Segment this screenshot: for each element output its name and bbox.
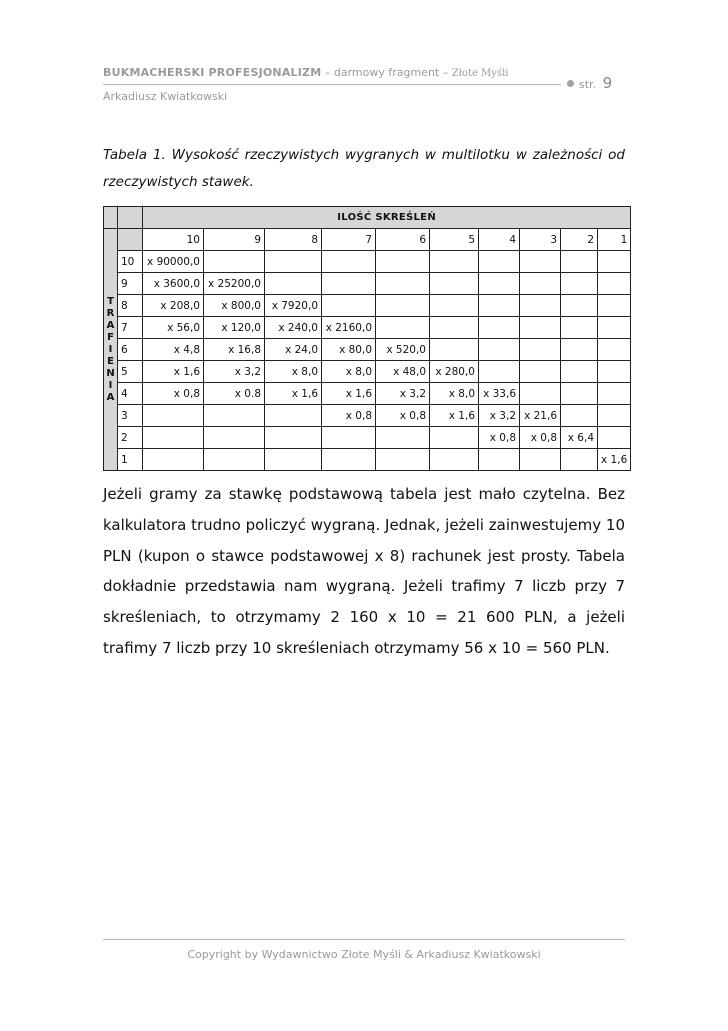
- row-group-letter: E: [107, 355, 114, 367]
- table-cell: x 33,6: [479, 383, 520, 405]
- table-cell: [598, 383, 631, 405]
- table-cell: [265, 427, 322, 449]
- row-group-letter: A: [106, 319, 115, 331]
- row-label-cell: 8: [118, 295, 143, 317]
- table-cell: [598, 317, 631, 339]
- table-caption: Tabela 1. Wysokość rzeczywistych wygranych w multilotku w zależności od rzeczywistych stawek.: [103, 147, 625, 190]
- table-cell: [479, 339, 520, 361]
- table-cell: [143, 405, 204, 427]
- table-cell: [520, 317, 561, 339]
- multilotek-table: [103, 206, 631, 471]
- table-row: [104, 383, 631, 405]
- table-row: [104, 295, 631, 317]
- column-number-cell: 10: [143, 229, 204, 251]
- multilotek-table-container: [103, 206, 631, 471]
- table-cell: [520, 295, 561, 317]
- table-cell: x 1,6: [143, 361, 204, 383]
- row-label-cell: 5: [118, 361, 143, 383]
- table-cell: [322, 295, 376, 317]
- header-rule: [103, 84, 561, 85]
- table-cell: [598, 295, 631, 317]
- table-cell: [430, 449, 479, 471]
- table-cell: [430, 317, 479, 339]
- table-row: [104, 449, 631, 471]
- table-cell: x 1,6: [430, 405, 479, 427]
- table-cell: x 8,0: [265, 361, 322, 383]
- table-cell: [561, 383, 598, 405]
- header-publisher: Złote Myśli: [451, 68, 509, 79]
- page-header: [103, 64, 625, 110]
- body-paragraph: [103, 479, 625, 664]
- table-cell: x 240,0: [265, 317, 322, 339]
- table-cell: [561, 449, 598, 471]
- table-cell: x 0,8: [376, 405, 430, 427]
- table-cell: [204, 405, 265, 427]
- table-cell: x 21,6: [520, 405, 561, 427]
- table-cell: [430, 427, 479, 449]
- corner-cell: [118, 229, 143, 251]
- row-label-cell: 7: [118, 317, 143, 339]
- table-cell: x 24,0: [265, 339, 322, 361]
- row-group-letter: N: [106, 367, 115, 379]
- row-group-header-text: [104, 296, 117, 404]
- table-cell: [561, 405, 598, 427]
- table-row: [104, 427, 631, 449]
- table-cell: x 4,8: [143, 339, 204, 361]
- table-cell: [561, 361, 598, 383]
- row-group-letter: I: [108, 343, 113, 355]
- row-group-letter: F: [107, 331, 114, 343]
- table-cell: x 56,0: [143, 317, 204, 339]
- column-number-cell: 9: [204, 229, 265, 251]
- table-cell: x 0.8: [204, 383, 265, 405]
- table-cell: [265, 273, 322, 295]
- table-cell: x 3,2: [204, 361, 265, 383]
- table-row: [104, 273, 631, 295]
- table-cell: x 3,2: [479, 405, 520, 427]
- table-cell: [479, 361, 520, 383]
- table-cell: [376, 427, 430, 449]
- table-cell: [376, 449, 430, 471]
- table-cell: [265, 449, 322, 471]
- table-cell: [479, 295, 520, 317]
- row-group-letter: T: [107, 295, 114, 307]
- row-label-cell: 10: [118, 251, 143, 273]
- table-cell: [376, 317, 430, 339]
- corner-cell: [118, 207, 143, 229]
- page-label: str.: [579, 78, 597, 91]
- table-cell: x 208,0: [143, 295, 204, 317]
- table-cell: x 6,4: [561, 427, 598, 449]
- row-label-cell: 9: [118, 273, 143, 295]
- row-label-cell: 6: [118, 339, 143, 361]
- table-row: [104, 251, 631, 273]
- column-numbers-row: [104, 229, 631, 251]
- table-cell: [265, 405, 322, 427]
- column-number-cell: 5: [430, 229, 479, 251]
- column-number-cell: 8: [265, 229, 322, 251]
- table-cell: [376, 295, 430, 317]
- table-cell: x 16,8: [204, 339, 265, 361]
- table-cell: [520, 383, 561, 405]
- table-cell: [322, 427, 376, 449]
- table-row: [104, 339, 631, 361]
- table-cell: x 90000,0: [143, 251, 204, 273]
- table-cell: x 8,0: [430, 383, 479, 405]
- table-cell: [479, 251, 520, 273]
- row-label-cell: 4: [118, 383, 143, 405]
- table-cell: [520, 449, 561, 471]
- column-number-cell: 4: [479, 229, 520, 251]
- table-header-row: [104, 207, 631, 229]
- page-footer: Copyright by Wydawnictwo Złote Myśli & Arkadiusz Kwiatkowski: [187, 948, 541, 961]
- body-text: Jeżeli gramy za stawkę podstawową tabela jest mało czytelna. Bez kalkulatora trudno policzyć wygraną. Jednak, jeżeli zainwestujemy 10 PLN (kupon o stawce podstawowej x 8) rachunek jest prosty. Tabela dokładnie przedstawia nam wygraną. Jeżeli trafimy 7 liczb przy 7 skreśleniach, to otrzymamy 2 160 x 10 = 21 600 PLN, a jeżeli trafimy 7 liczb przy 10 skreśleniach otrzymamy 56 x 10 = 560 PLN.: [103, 485, 625, 657]
- table-cell: [322, 251, 376, 273]
- table-cell: x 800,0: [204, 295, 265, 317]
- table-cell: [598, 251, 631, 273]
- table-cell: x 0,8: [143, 383, 204, 405]
- table-cell: x 520,0: [376, 339, 430, 361]
- column-group-header: ILOŚĆ SKREŚLEŃ: [143, 207, 631, 229]
- table-cell: [322, 449, 376, 471]
- table-cell: [598, 339, 631, 361]
- corner-cell: [104, 207, 118, 229]
- header-fragment-label: – darmowy fragment –: [321, 66, 452, 79]
- table-cell: [520, 273, 561, 295]
- table-cell: [561, 317, 598, 339]
- table-cell: x 25200,0: [204, 273, 265, 295]
- table-cell: [598, 405, 631, 427]
- table-cell: x 3,2: [376, 383, 430, 405]
- table-cell: [479, 273, 520, 295]
- table-cell: [479, 317, 520, 339]
- table-cell: [376, 251, 430, 273]
- row-group-letter: I: [108, 379, 113, 391]
- table-cell: [598, 361, 631, 383]
- footer-rule: [103, 939, 625, 940]
- column-number-cell: 2: [561, 229, 598, 251]
- header-author: Arkadiusz Kwiatkowski: [103, 90, 228, 103]
- table-cell: x 1,6: [598, 449, 631, 471]
- table-cell: x 3600,0: [143, 273, 204, 295]
- table-row: [104, 361, 631, 383]
- table-body: [104, 207, 631, 471]
- table-cell: x 7920,0: [265, 295, 322, 317]
- table-cell: [376, 273, 430, 295]
- table-row: [104, 317, 631, 339]
- page-number: [567, 74, 612, 92]
- table-cell: [561, 251, 598, 273]
- header-title: [103, 66, 508, 79]
- table-cell: x 8,0: [322, 361, 376, 383]
- table-cell: [430, 251, 479, 273]
- bullet-icon: [567, 80, 574, 87]
- table-cell: [479, 449, 520, 471]
- table-row: [104, 405, 631, 427]
- table-cell: [430, 339, 479, 361]
- table-cell: [204, 449, 265, 471]
- table-cell: [520, 251, 561, 273]
- table-cell: [143, 427, 204, 449]
- row-label-cell: 2: [118, 427, 143, 449]
- table-cell: x 280,0: [430, 361, 479, 383]
- table-cell: [430, 273, 479, 295]
- table-cell: x 120,0: [204, 317, 265, 339]
- table-cell: x 0,8: [322, 405, 376, 427]
- table-cell: x 1,6: [265, 383, 322, 405]
- table-cell: x 1,6: [322, 383, 376, 405]
- page-number-value: 9: [602, 74, 613, 92]
- table-cell: x 0,8: [479, 427, 520, 449]
- table-cell: [598, 427, 631, 449]
- column-number-cell: 7: [322, 229, 376, 251]
- table-cell: [598, 273, 631, 295]
- table-cell: [520, 361, 561, 383]
- row-label-cell: 1: [118, 449, 143, 471]
- column-number-cell: 3: [520, 229, 561, 251]
- table-cell: [561, 273, 598, 295]
- column-number-cell: 1: [598, 229, 631, 251]
- column-number-cell: 6: [376, 229, 430, 251]
- table-cell: [322, 273, 376, 295]
- table-cell: [143, 449, 204, 471]
- table-cell: [265, 251, 322, 273]
- table-cell: [204, 427, 265, 449]
- row-group-header: [104, 229, 118, 471]
- row-group-letter: A: [106, 391, 115, 403]
- row-label-cell: 3: [118, 405, 143, 427]
- table-cell: [561, 295, 598, 317]
- row-group-letter: R: [106, 307, 115, 319]
- table-cell: x 0,8: [520, 427, 561, 449]
- table-cell: [430, 295, 479, 317]
- book-title: BUKMACHERSKI PROFESJONALIZM: [103, 66, 322, 79]
- table-cell: x 80,0: [322, 339, 376, 361]
- table-cell: x 2160,0: [322, 317, 376, 339]
- table-cell: [520, 339, 561, 361]
- table-cell: [561, 339, 598, 361]
- table-cell: [204, 251, 265, 273]
- table-cell: x 48,0: [376, 361, 430, 383]
